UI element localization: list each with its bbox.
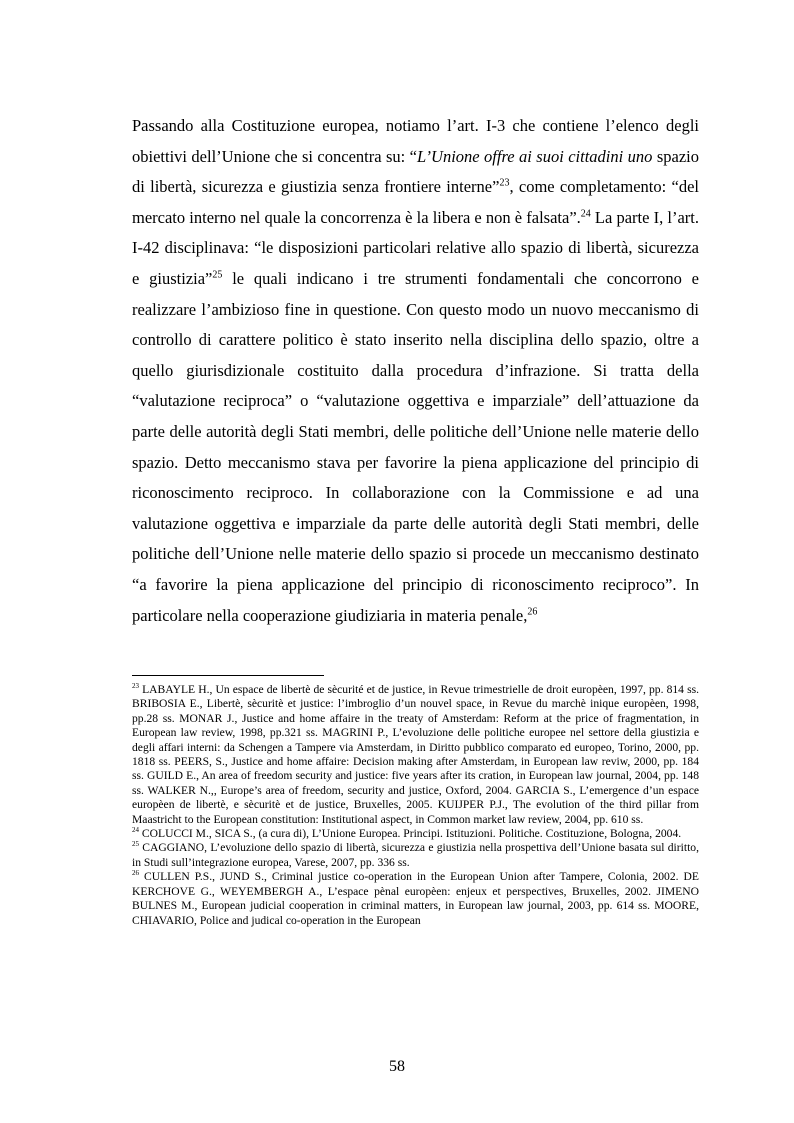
body-sentence-1: Passando alla Costituzione europea, notiamo l’art. I-3 che contiene l’elenco degli obiettivi dell’Unione che si concentra su: “ xyxy=(132,116,699,166)
footnote-number: 26 xyxy=(132,869,139,878)
body-sentence-3: La parte I, l’art. I-42 disciplinava: “le disposizioni particolari relative allo spazio di libertà, sicurezza e giustizia” xyxy=(132,207,699,288)
footnote-24 xyxy=(132,827,699,841)
footnote-text: LABAYLE H., Un espace de libertè de sècurité et de justice, in Revue trimestrielle de droit europèen, 1997, pp. 814 ss. BRIBOSIA E., Libertè, sècuritè et justice: l’imbroglio d’un nouvel space, in Revue du marchè inique europèen, 1998, pp.28 ss. MONAR J., Justice and home affaire in the treaty of Amsterdam: Reform at the price of fragmentation, in European law review, 1998, pp.321 ss. MAGRINI P., L’evoluzione delle politiche europee nel settore della giustizia e degli affari interni: da Schengen a Tampere via Amsterdam, in Diritto pubblico comparato ed europeo, Torino, 2000, pp. 1818 ss. PEERS, S., Justice and home affaire: Decision making after Amsterdam, in European law reviw, 2000, pp. 184 ss. GUILD E., An area of freedom security and justice: five years after its cration, in European law journal, 2004, pp. 148 ss. WALKER N.,, Europe’s area of freedom, security and justice, Oxford, 2004. GARCIA S., L’emergence d’un espace europèen de libertè, e sècuritè et de justice, Bruxelles, 2005. KUIJPER P.J., The evolution of the third pillar from Maastricht to the European constitution: Institutional aspect, in Common market law review, 2004, pp. 610 ss. xyxy=(132,683,699,826)
body-paragraph xyxy=(132,111,699,631)
footnote-number: 24 xyxy=(132,826,139,835)
footnote-ref-25[interactable]: 25 xyxy=(212,269,223,281)
body-sentence-1-rest: spazio di libertà, sicurezza e giustizia senza frontiere interne” xyxy=(132,146,699,197)
footnote-text: COLUCCI M., SICA S., (a cura di), L’Unione Europea. Principi. Istituzioni. Politiche. Costituzione, Bologna, 2004. xyxy=(139,827,682,841)
footnotes xyxy=(132,683,699,928)
footnote-number: 23 xyxy=(132,682,139,691)
body-sentence-4: le quali indicano i tre strumenti fondamentali che concorrono e realizzare l’ambizioso fine in questione. Con questo modo un nuovo meccanismo di controllo di carattere politico è stato inserito nella disciplina dello spazio, oltre a quello giurisdizionale costituito dalla procedura d’infrazione. Si tratta della “valutazione reciproca” o “valutazione oggettiva e imparziale” dell’attuazione da parte delle autorità degli Stati membri, delle politiche dell’Unione nelle materie dello spazio. Detto meccanismo stava per favorire la piena applicazione del principio di riconoscimento reciproco. In collaborazione con la Commissione e ad una valutazione oggettiva e imparziale da parte delle autorità degli Stati membri, delle politiche dell’Unione nelle materie dello spazio si procede un meccanismo destinato “a favorire la piena applicazione del principio di riconoscimento reciproco”. In particolare nella cooperazione giudiziaria in materia penale, xyxy=(132,268,699,625)
footnote-separator xyxy=(132,675,324,676)
footnote-23 xyxy=(132,683,699,827)
footnote-text: CAGGIANO, L’evoluzione dello spazio di libertà, sicurezza e giustizia nella prospettiva dell’Unione basata sul diritto, in Studi sull’integrazione europea, Varese, 2007, pp. 336 ss. xyxy=(132,841,699,869)
body-text xyxy=(132,111,699,631)
footnote-ref-26[interactable]: 26 xyxy=(527,606,538,617)
page-number: 58 xyxy=(389,1058,405,1075)
footnote-ref-23[interactable]: 23 xyxy=(499,177,510,189)
quoted-italic-text: L’Unione offre ai suoi cittadini uno xyxy=(416,146,653,166)
footnote-26 xyxy=(132,870,699,928)
footnote-ref-24[interactable]: 24 xyxy=(580,208,591,220)
body-sentence-2: , come completamento: “del mercato interno nel quale la concorrenza è la libera e non è falsata”. xyxy=(132,177,699,227)
footnote-25 xyxy=(132,841,699,870)
footnote-text: CULLEN P.S., JUND S., Criminal justice co-operation in the European Union after Tampere, Colonia, 2002. DE KERCHOVE G., WEYEMBERGH A., L’espace pènal europèen: enjeux et perspectives, Bruxelles, 2002. JIMENO BULNES M., European judicial cooperation in criminal matters, in European law journal, 2003, pp. 614 ss. MOORE, CHIAVARIO, Police and judical co-operation in the European xyxy=(132,870,699,927)
footnote-number: 25 xyxy=(132,840,139,849)
